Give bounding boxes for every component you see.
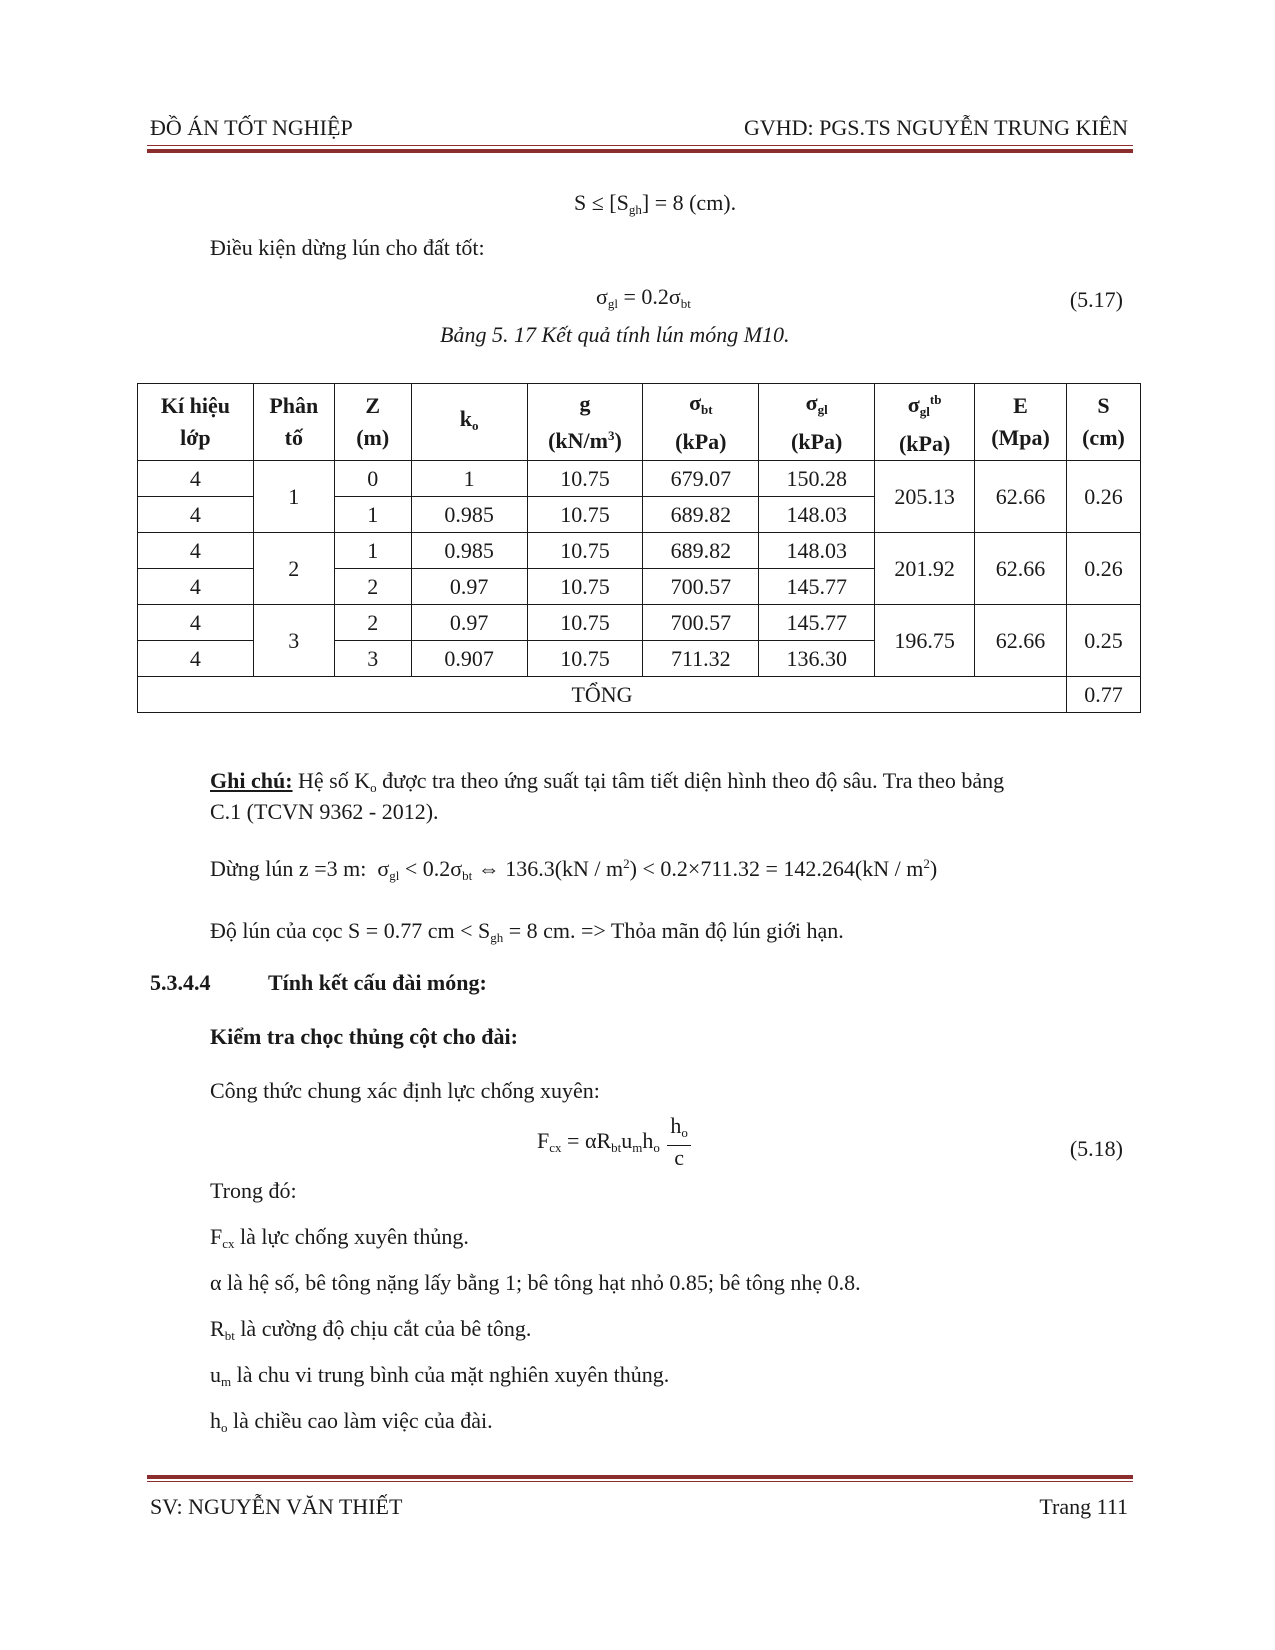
table-cell: 4 xyxy=(138,497,254,533)
total-label: TỔNG xyxy=(138,677,1067,713)
element-cell: 3 xyxy=(253,605,334,677)
table-cell: 10.75 xyxy=(527,569,643,605)
table-cell: 145.77 xyxy=(759,605,875,641)
subsection-title: Kiểm tra chọc thủng cột cho đài: xyxy=(210,1024,518,1049)
equation-number-5-18: (5.18) xyxy=(1069,1136,1123,1161)
table-cell: 4 xyxy=(138,569,254,605)
definition-rbt: $R_{bt}$ là cường độ chịu cắt của bê tông. xyxy=(210,1316,532,1343)
table-cell: 4 xyxy=(138,641,254,677)
definition-ho: $h_o$ là chiều cao làm việc của đài. xyxy=(210,1408,493,1435)
table-cell: 700.57 xyxy=(643,605,759,641)
table-cell: 62.66 xyxy=(975,533,1067,605)
table-cell: 2 xyxy=(334,605,411,641)
table-row xyxy=(138,533,1141,569)
table-cell: 0.985 xyxy=(411,533,527,569)
definition-fcx: $F_{cx}$ là lực chống xuyên thủng. xyxy=(210,1224,469,1251)
table-header-row xyxy=(138,384,1141,461)
footer-page-number: Trang 111 xyxy=(1039,1494,1128,1519)
table-cell: 0.97 xyxy=(411,605,527,641)
settlement-condition: $S \le [S_{gh}] = 8$ (cm). xyxy=(574,190,737,217)
settlement-result: Độ lún của cọc S = 0.77 cm < $S_{gh} = 8$ cm. => Thỏa mãn độ lún giới hạn. xyxy=(210,918,844,945)
col-header-s: S (cm) xyxy=(1066,384,1140,461)
col-header-ko: $k_o$ xyxy=(411,384,527,461)
table-cell: 689.82 xyxy=(643,533,759,569)
table-cell: 0.97 xyxy=(411,569,527,605)
table-cell: 10.75 xyxy=(527,497,643,533)
table-cell: 679.07 xyxy=(643,461,759,497)
table-row xyxy=(138,605,1141,641)
table-cell: 62.66 xyxy=(975,605,1067,677)
table-cell: 1 xyxy=(334,533,411,569)
equation-number-5-17: (5.17) xyxy=(1069,287,1123,312)
table-cell: 145.77 xyxy=(759,569,875,605)
stop-settlement-line: Dừng lún z =3 m: $\sigma_{gl} < 0.2\sigma_{bt}$ ⇔ $136.3(kN / m^2) < 0.2\times 711.32 = 142.264(kN / m^2)$ xyxy=(210,856,938,883)
col-header-sigma-bt: $\sigma_{bt}$ (kPa) xyxy=(643,384,759,461)
definition-alpha: α là hệ số, bê tông nặng lấy bằng 1; bê tông hạt nhỏ 0.85; bê tông nhẹ 0.8. xyxy=(210,1270,861,1295)
table-cell: 0.985 xyxy=(411,497,527,533)
table-cell: 148.03 xyxy=(759,497,875,533)
table-cell: 2 xyxy=(334,569,411,605)
table-cell: 0.25 xyxy=(1066,605,1140,677)
note-line-1: Ghi chú: Hệ số $K_o$ được tra theo ứng suất tại tâm tiết diện hình theo độ sâu. Tra theo bảng xyxy=(210,768,1005,795)
where-label: Trong đó: xyxy=(210,1178,297,1203)
header-rule-thick xyxy=(147,149,1133,153)
table-cell: 10.75 xyxy=(527,605,643,641)
equation-5-17: $\sigma_{gl} = 0.2\sigma_{bt}$ xyxy=(596,284,691,311)
element-cell: 1 xyxy=(253,461,334,533)
paragraph-formula-intro: Công thức chung xác định lực chống xuyên: xyxy=(210,1078,600,1103)
section-number: 5.3.4.4 xyxy=(150,970,211,995)
section-title: Tính kết cấu đài móng: xyxy=(268,970,487,995)
header-rule-thin xyxy=(147,145,1133,146)
table-cell: 4 xyxy=(138,605,254,641)
table-cell: 10.75 xyxy=(527,461,643,497)
table-cell: 4 xyxy=(138,533,254,569)
table-cell: 148.03 xyxy=(759,533,875,569)
table-cell: 0.26 xyxy=(1066,461,1140,533)
col-header-element: Phân tố xyxy=(253,384,334,461)
table-cell: 0 xyxy=(334,461,411,497)
table-cell: 136.30 xyxy=(759,641,875,677)
paragraph-stop-condition: Điều kiện dừng lún cho đất tốt: xyxy=(210,235,485,260)
col-header-sigma-gl: $\sigma_{gl}$ (kPa) xyxy=(759,384,875,461)
table-cell: 3 xyxy=(334,641,411,677)
col-header-z: Z (m) xyxy=(334,384,411,461)
table-cell: 201.92 xyxy=(875,533,975,605)
table-cell: 0.907 xyxy=(411,641,527,677)
footer-rule-thin xyxy=(147,1481,1133,1482)
table-cell: 700.57 xyxy=(643,569,759,605)
table-cell: 4 xyxy=(138,461,254,497)
table-caption: Bảng 5. 17 Kết quả tính lún móng M10. xyxy=(440,322,790,347)
col-header-g: g $(kN/m^3)$ xyxy=(527,384,643,461)
definition-um: $u_m$ là chu vi trung bình của mặt nghiên xuyên thủng. xyxy=(210,1362,670,1389)
table-cell: 0.26 xyxy=(1066,533,1140,605)
col-header-e: E (Mpa) xyxy=(975,384,1067,461)
footer-rule-thick xyxy=(147,1475,1133,1479)
col-header-sigma-gl-tb: $\sigma_{gl}^{tb}$ (kPa) xyxy=(875,384,975,461)
total-value: 0.77 xyxy=(1066,677,1140,713)
table-cell: 10.75 xyxy=(527,641,643,677)
fraction: $\frac{h_o}{c}$ xyxy=(667,1114,691,1170)
element-cell: 2 xyxy=(253,533,334,605)
table-cell: 196.75 xyxy=(875,605,975,677)
table-total-row xyxy=(138,677,1141,713)
note-line-2: C.1 (TCVN 9362 - 2012). xyxy=(210,799,439,824)
table-cell: 1 xyxy=(411,461,527,497)
header-title: ĐỒ ÁN TỐT NGHIỆP xyxy=(150,115,353,140)
col-header-layer: Kí hiệu lớp xyxy=(138,384,254,461)
equation-5-18: $F_{cx} = \alpha R_{bt}u_mh_o$ $\frac{h_o}{c}$ xyxy=(537,1114,691,1170)
footer-student: SV: NGUYỄN VĂN THIẾT xyxy=(150,1494,403,1519)
table-row xyxy=(138,461,1141,497)
table-cell: 10.75 xyxy=(527,533,643,569)
note-label: Ghi chú: xyxy=(210,768,293,793)
table-cell: 689.82 xyxy=(643,497,759,533)
table-cell: 711.32 xyxy=(643,641,759,677)
header-advisor: GVHD: PGS.TS NGUYỄN TRUNG KIÊN xyxy=(744,115,1128,140)
table-cell: 62.66 xyxy=(975,461,1067,533)
table-cell: 205.13 xyxy=(875,461,975,533)
settlement-table xyxy=(137,383,1141,713)
table-cell: 1 xyxy=(334,497,411,533)
table-cell: 150.28 xyxy=(759,461,875,497)
